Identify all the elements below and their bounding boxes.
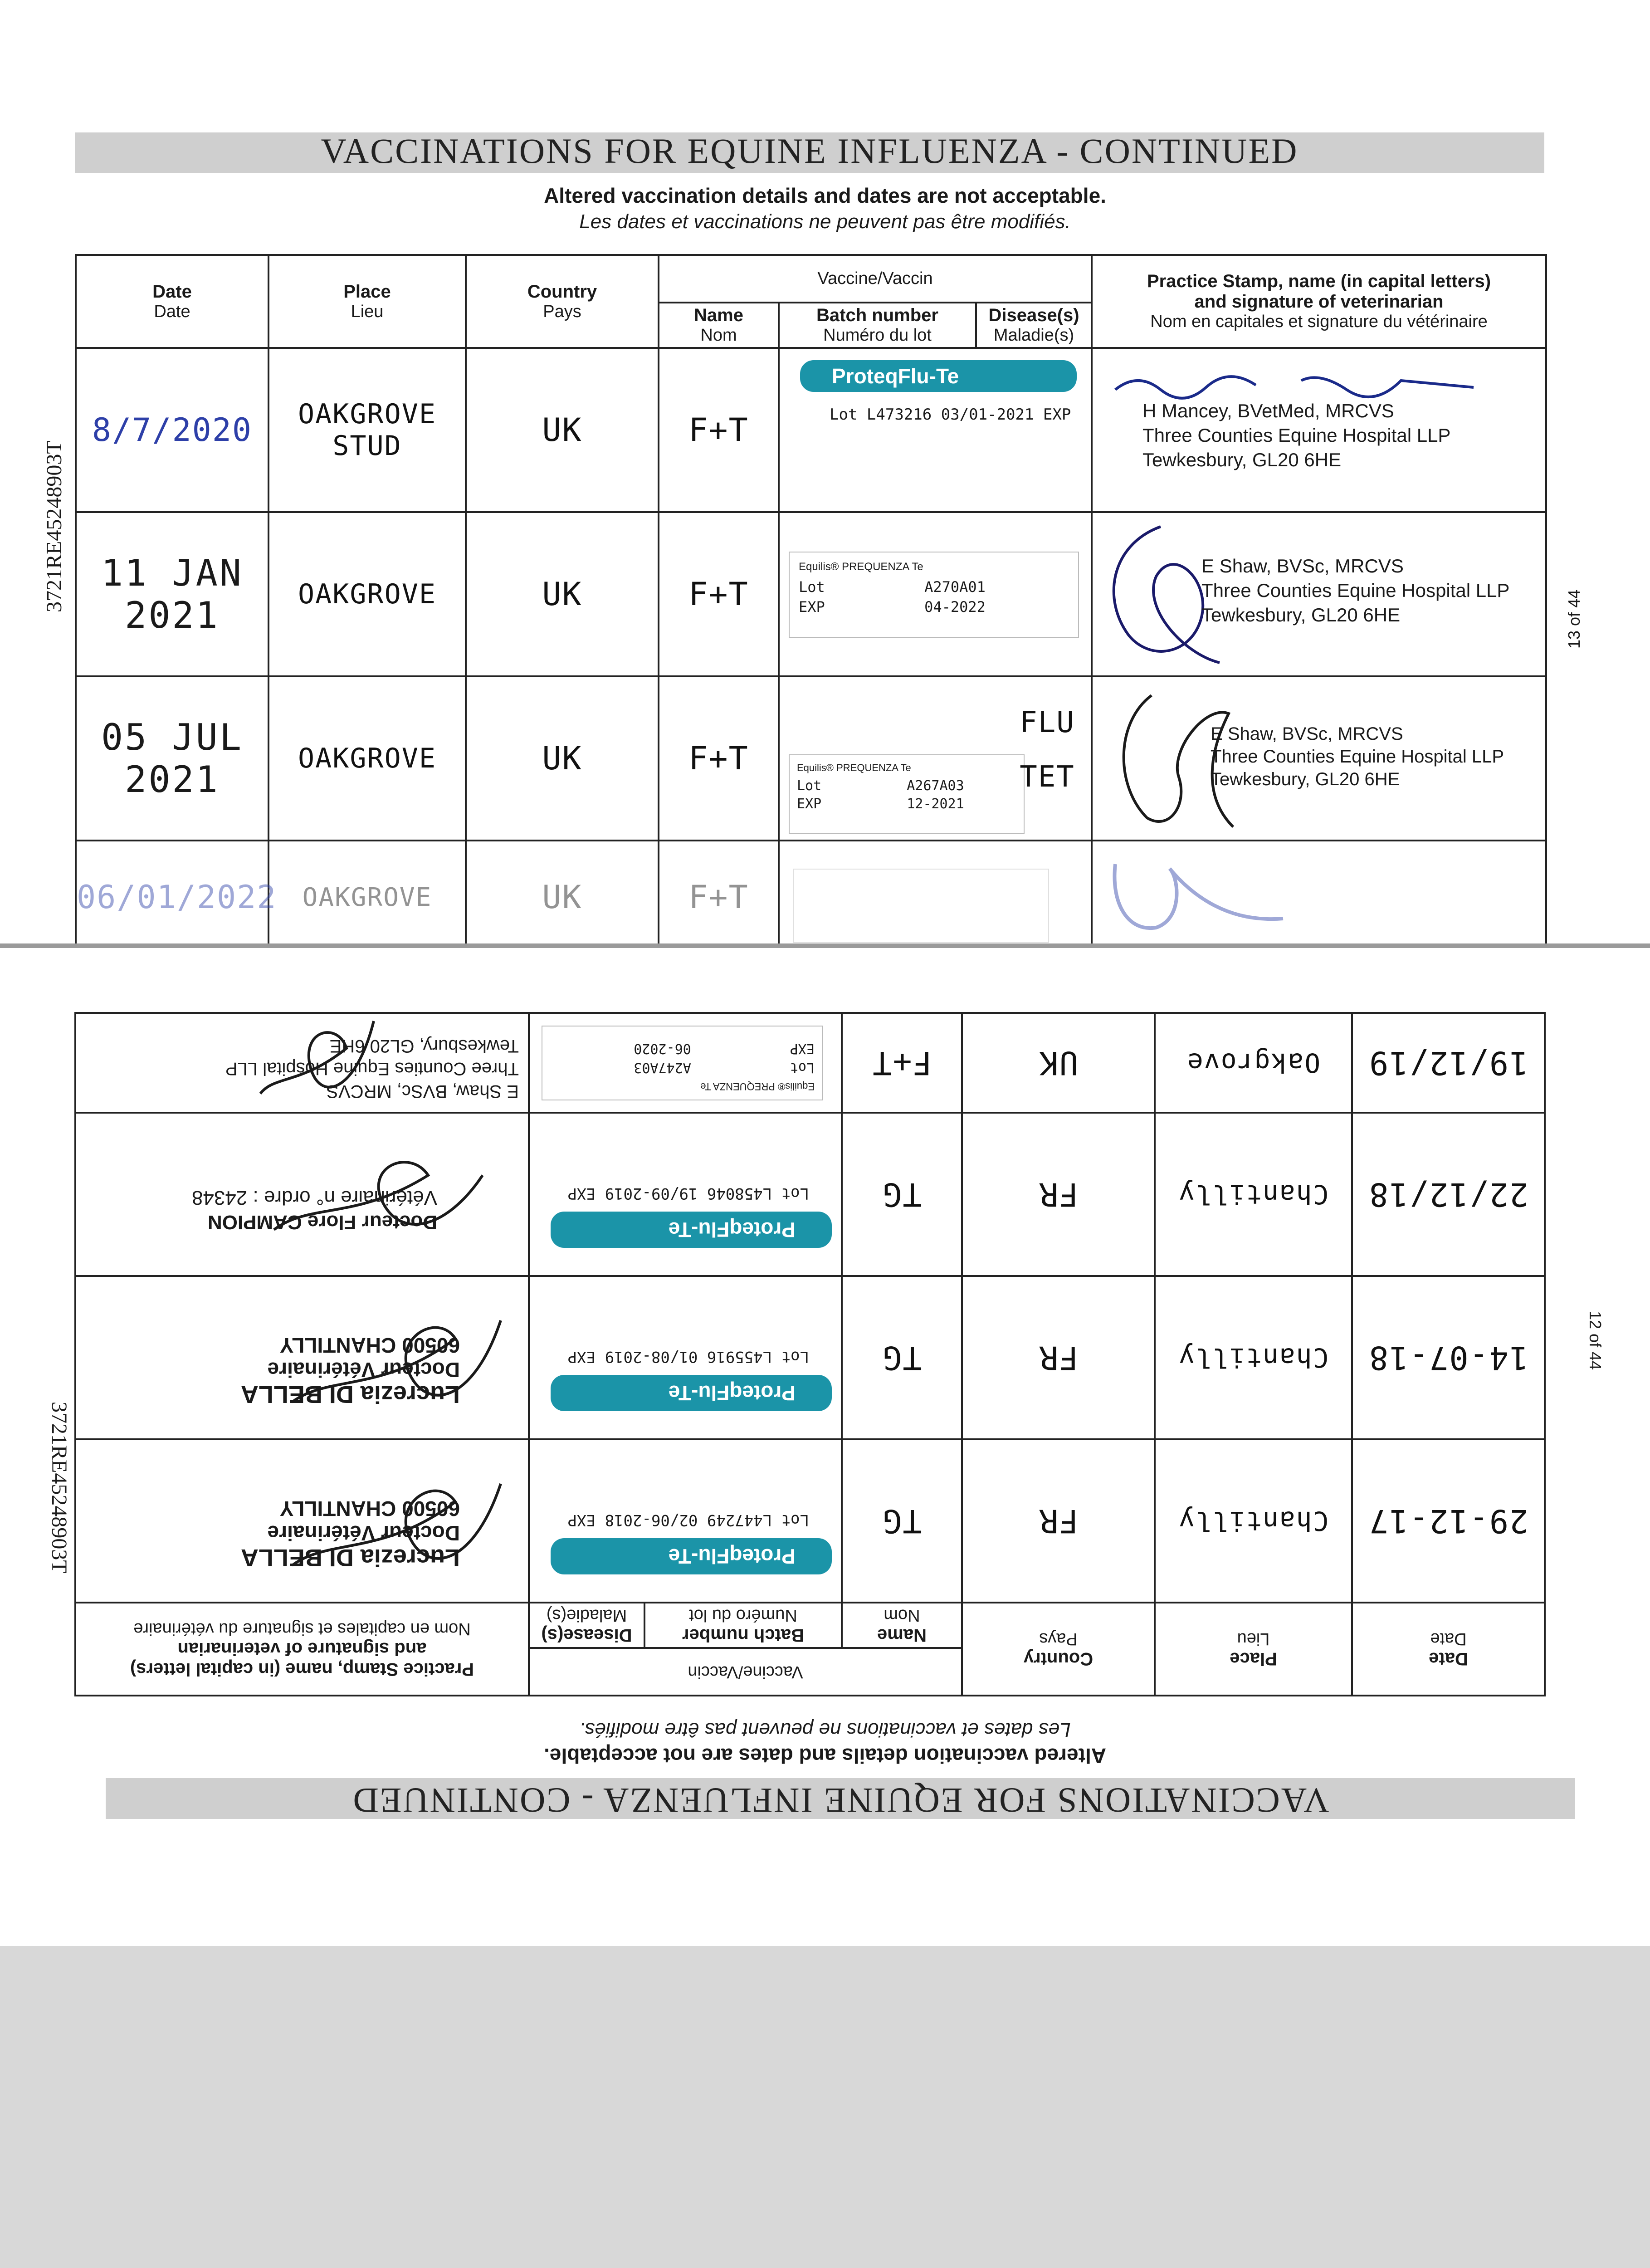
vaccine-label: Equilis® PREQUENZA Te Lot A270A01 EXP 04-2022	[789, 552, 1079, 638]
table-row	[75, 1439, 1545, 1603]
vaccine-label: Equilis® PREQUENZA Te Lot A247A03 EXP 06-2020	[542, 1026, 823, 1100]
place-cell: OAKGROVE STUD	[268, 348, 466, 512]
header-place: Place Lieu	[268, 255, 466, 348]
practice-cell	[1092, 841, 1546, 948]
vaccine-label: Equilis® PREQUENZA Te Lot A267A03 EXP 12-2021	[789, 754, 1025, 834]
date-cell: 29-12-17	[1352, 1439, 1545, 1603]
table-row	[76, 348, 1546, 512]
vaccine-name-cell: F+T	[659, 348, 779, 512]
batch-number: Lot L458046 19/09-2019 EXP	[567, 1184, 809, 1202]
date-cell: 22/12/18	[1352, 1113, 1545, 1276]
batch-label-cell	[779, 348, 1092, 512]
place-cell: OAKGROVE	[268, 512, 466, 676]
vaccine-name-cell: TG	[842, 1276, 962, 1439]
header-batch: Batch number Numéro du lot	[779, 303, 976, 348]
date-cell: 19/12/19	[1352, 1013, 1545, 1113]
practice-cell	[1092, 676, 1546, 841]
place-cell: Oakgrove	[1155, 1013, 1352, 1113]
subtitle-fr: Les dates et vaccinations ne peuvent pas être modifiés.	[579, 1719, 1071, 1741]
practice-stamp: E Shaw, BVSc, MRCVS Three Counties Equine Hospital LLP Tewkesbury, GL20 6HE	[1211, 724, 1504, 789]
header-practice: Practice Stamp, name (in capital letters) and signature of veterinarian Nom en capitales et signature du vétérinaire	[1092, 255, 1546, 348]
header-country: Country Pays	[466, 255, 659, 348]
vaccine-name-cell: F+T	[659, 676, 779, 841]
place-cell: OAKGROVE	[268, 676, 466, 841]
subtitle-fr: Les dates et vaccinations ne peuvent pas être modifiés.	[579, 210, 1071, 233]
practice-cell	[1092, 512, 1546, 676]
page-title: VACCINATIONS FOR EQUINE INFLUENZA - CONTINUED	[351, 1781, 1329, 1820]
place-cell: Chantilly	[1155, 1439, 1352, 1603]
practice-stamp: H Mancey, BVetMed, MRCVS Three Counties Equine Hospital LLP Tewkesbury, GL20 6HE	[1142, 400, 1451, 470]
table-row	[75, 1013, 1545, 1113]
vaccine-name-cell: TG	[842, 1439, 962, 1603]
date-cell: 06/01/2022	[76, 841, 268, 948]
document-id: 3721RE45248903T	[42, 440, 66, 612]
batch-label-cell	[529, 1276, 842, 1439]
vaccine-name-cell: F+T	[842, 1013, 962, 1113]
country-cell: UK	[466, 676, 659, 841]
table-row	[75, 1276, 1545, 1439]
table-row	[76, 676, 1546, 841]
scanner-background	[0, 1946, 1650, 2268]
subtitle-en: Altered vaccination details and dates are not acceptable.	[544, 1744, 1106, 1768]
practice-cell	[75, 1013, 529, 1113]
place-cell: OAKGROVE	[268, 841, 466, 948]
place-cell: Chantilly	[1155, 1113, 1352, 1276]
date-cell: 11 JAN 2021	[76, 512, 268, 676]
vaccination-table	[74, 1012, 1546, 1696]
batch-label-cell	[529, 1013, 842, 1113]
header-date: Date Date	[1352, 1603, 1545, 1696]
place-cell: Chantilly	[1155, 1276, 1352, 1439]
page-12	[0, 948, 1650, 1946]
vaccine-name-cell: F+T	[659, 841, 779, 948]
batch-label-cell	[529, 1113, 842, 1276]
practice-stamp: E Shaw, BVSc, MRCVS Three Counties Equine Hospital LLP Tewkesbury, GL20 6HE	[225, 1036, 519, 1101]
country-cell: UK	[466, 841, 659, 948]
subtitle-en: Altered vaccination details and dates are not acceptable.	[544, 184, 1106, 207]
vaccine-label: ProteqFlu-Te	[551, 1212, 832, 1248]
practice-stamp: Lucrezia DI BELLA Docteur Vétérinaire 60500 CHANTILLY	[240, 1334, 460, 1408]
header-country: Country Pays	[962, 1603, 1155, 1696]
vaccine-label	[793, 869, 1049, 943]
practice-stamp: E Shaw, BVSc, MRCVS Three Counties Equine Hospital LLP Tewkesbury, GL20 6HE	[1201, 555, 1510, 626]
header-name: Name Nom	[842, 1603, 962, 1648]
table-row	[76, 841, 1546, 948]
table-row	[76, 512, 1546, 676]
country-cell: FR	[962, 1276, 1155, 1439]
page-13	[0, 0, 1650, 948]
header-practice: Practice Stamp, name (in capital letters) and signature of veterinarian Nom en capitales et signature du vétérinaire	[75, 1603, 529, 1696]
batch-number: Lot L473216 03/01-2021 EXP	[830, 406, 1071, 424]
batch-label-cell	[779, 841, 1092, 948]
vaccine-name-cell: TG	[842, 1113, 962, 1276]
header-batch: Batch number Numéro du lot	[644, 1603, 842, 1648]
practice-cell	[75, 1439, 529, 1603]
batch-number: Lot L447249 02/06-2018 EXP	[567, 1511, 809, 1529]
vaccine-label: ProteqFlu-Te	[551, 1375, 832, 1411]
country-cell: FR	[962, 1113, 1155, 1276]
date-cell: 14-07-18	[1352, 1276, 1545, 1439]
country-cell: UK	[962, 1013, 1155, 1113]
batch-label-cell	[529, 1439, 842, 1603]
country-cell: UK	[466, 512, 659, 676]
header-disease: Disease(s) Maladie(s)	[976, 303, 1092, 348]
date-cell: 8/7/2020	[76, 348, 268, 512]
vaccine-label: ProteqFlu-Te	[800, 360, 1077, 392]
practice-cell	[75, 1276, 529, 1439]
date-cell: 05 JUL 2021	[76, 676, 268, 841]
header-disease: Disease(s) Maladie(s)	[529, 1603, 644, 1648]
document-id: 3721RE45248903T	[47, 1402, 71, 1574]
page-12-inverted	[0, 948, 1650, 1946]
header-name: Name Nom	[659, 303, 779, 348]
batch-label-cell	[779, 512, 1092, 676]
country-cell: FR	[962, 1439, 1155, 1603]
signature-image	[1102, 850, 1292, 941]
header-date: Date Date	[76, 255, 268, 348]
table-row	[75, 1113, 1545, 1276]
page-title: VACCINATIONS FOR EQUINE INFLUENZA - CONTINUED	[321, 131, 1299, 171]
vaccination-table	[75, 254, 1547, 948]
country-cell: UK	[466, 348, 659, 512]
practice-cell	[1092, 348, 1546, 512]
page-number: 13 of 44	[1565, 589, 1583, 649]
practice-stamp: Lucrezia DI BELLA Docteur Vétérinaire 60500 CHANTILLY	[240, 1497, 460, 1571]
batch-label-cell	[779, 676, 1092, 841]
header-place: Place Lieu	[1155, 1603, 1352, 1696]
disease-text: FLU TET	[1020, 706, 1075, 794]
vaccine-name-cell: F+T	[659, 512, 779, 676]
header-vaccine: Vaccine/Vaccin	[529, 1648, 962, 1696]
practice-stamp: Docteur Flore CAMPION Vétérinaire n° ordre : 24348	[191, 1187, 437, 1233]
batch-number: Lot L455916 01/08-2019 EXP	[567, 1348, 809, 1366]
header-vaccine: Vaccine/Vaccin	[659, 255, 1092, 303]
practice-cell	[75, 1113, 529, 1276]
vaccine-label: ProteqFlu-Te	[551, 1538, 832, 1574]
page-number: 12 of 44	[1586, 1311, 1605, 1370]
